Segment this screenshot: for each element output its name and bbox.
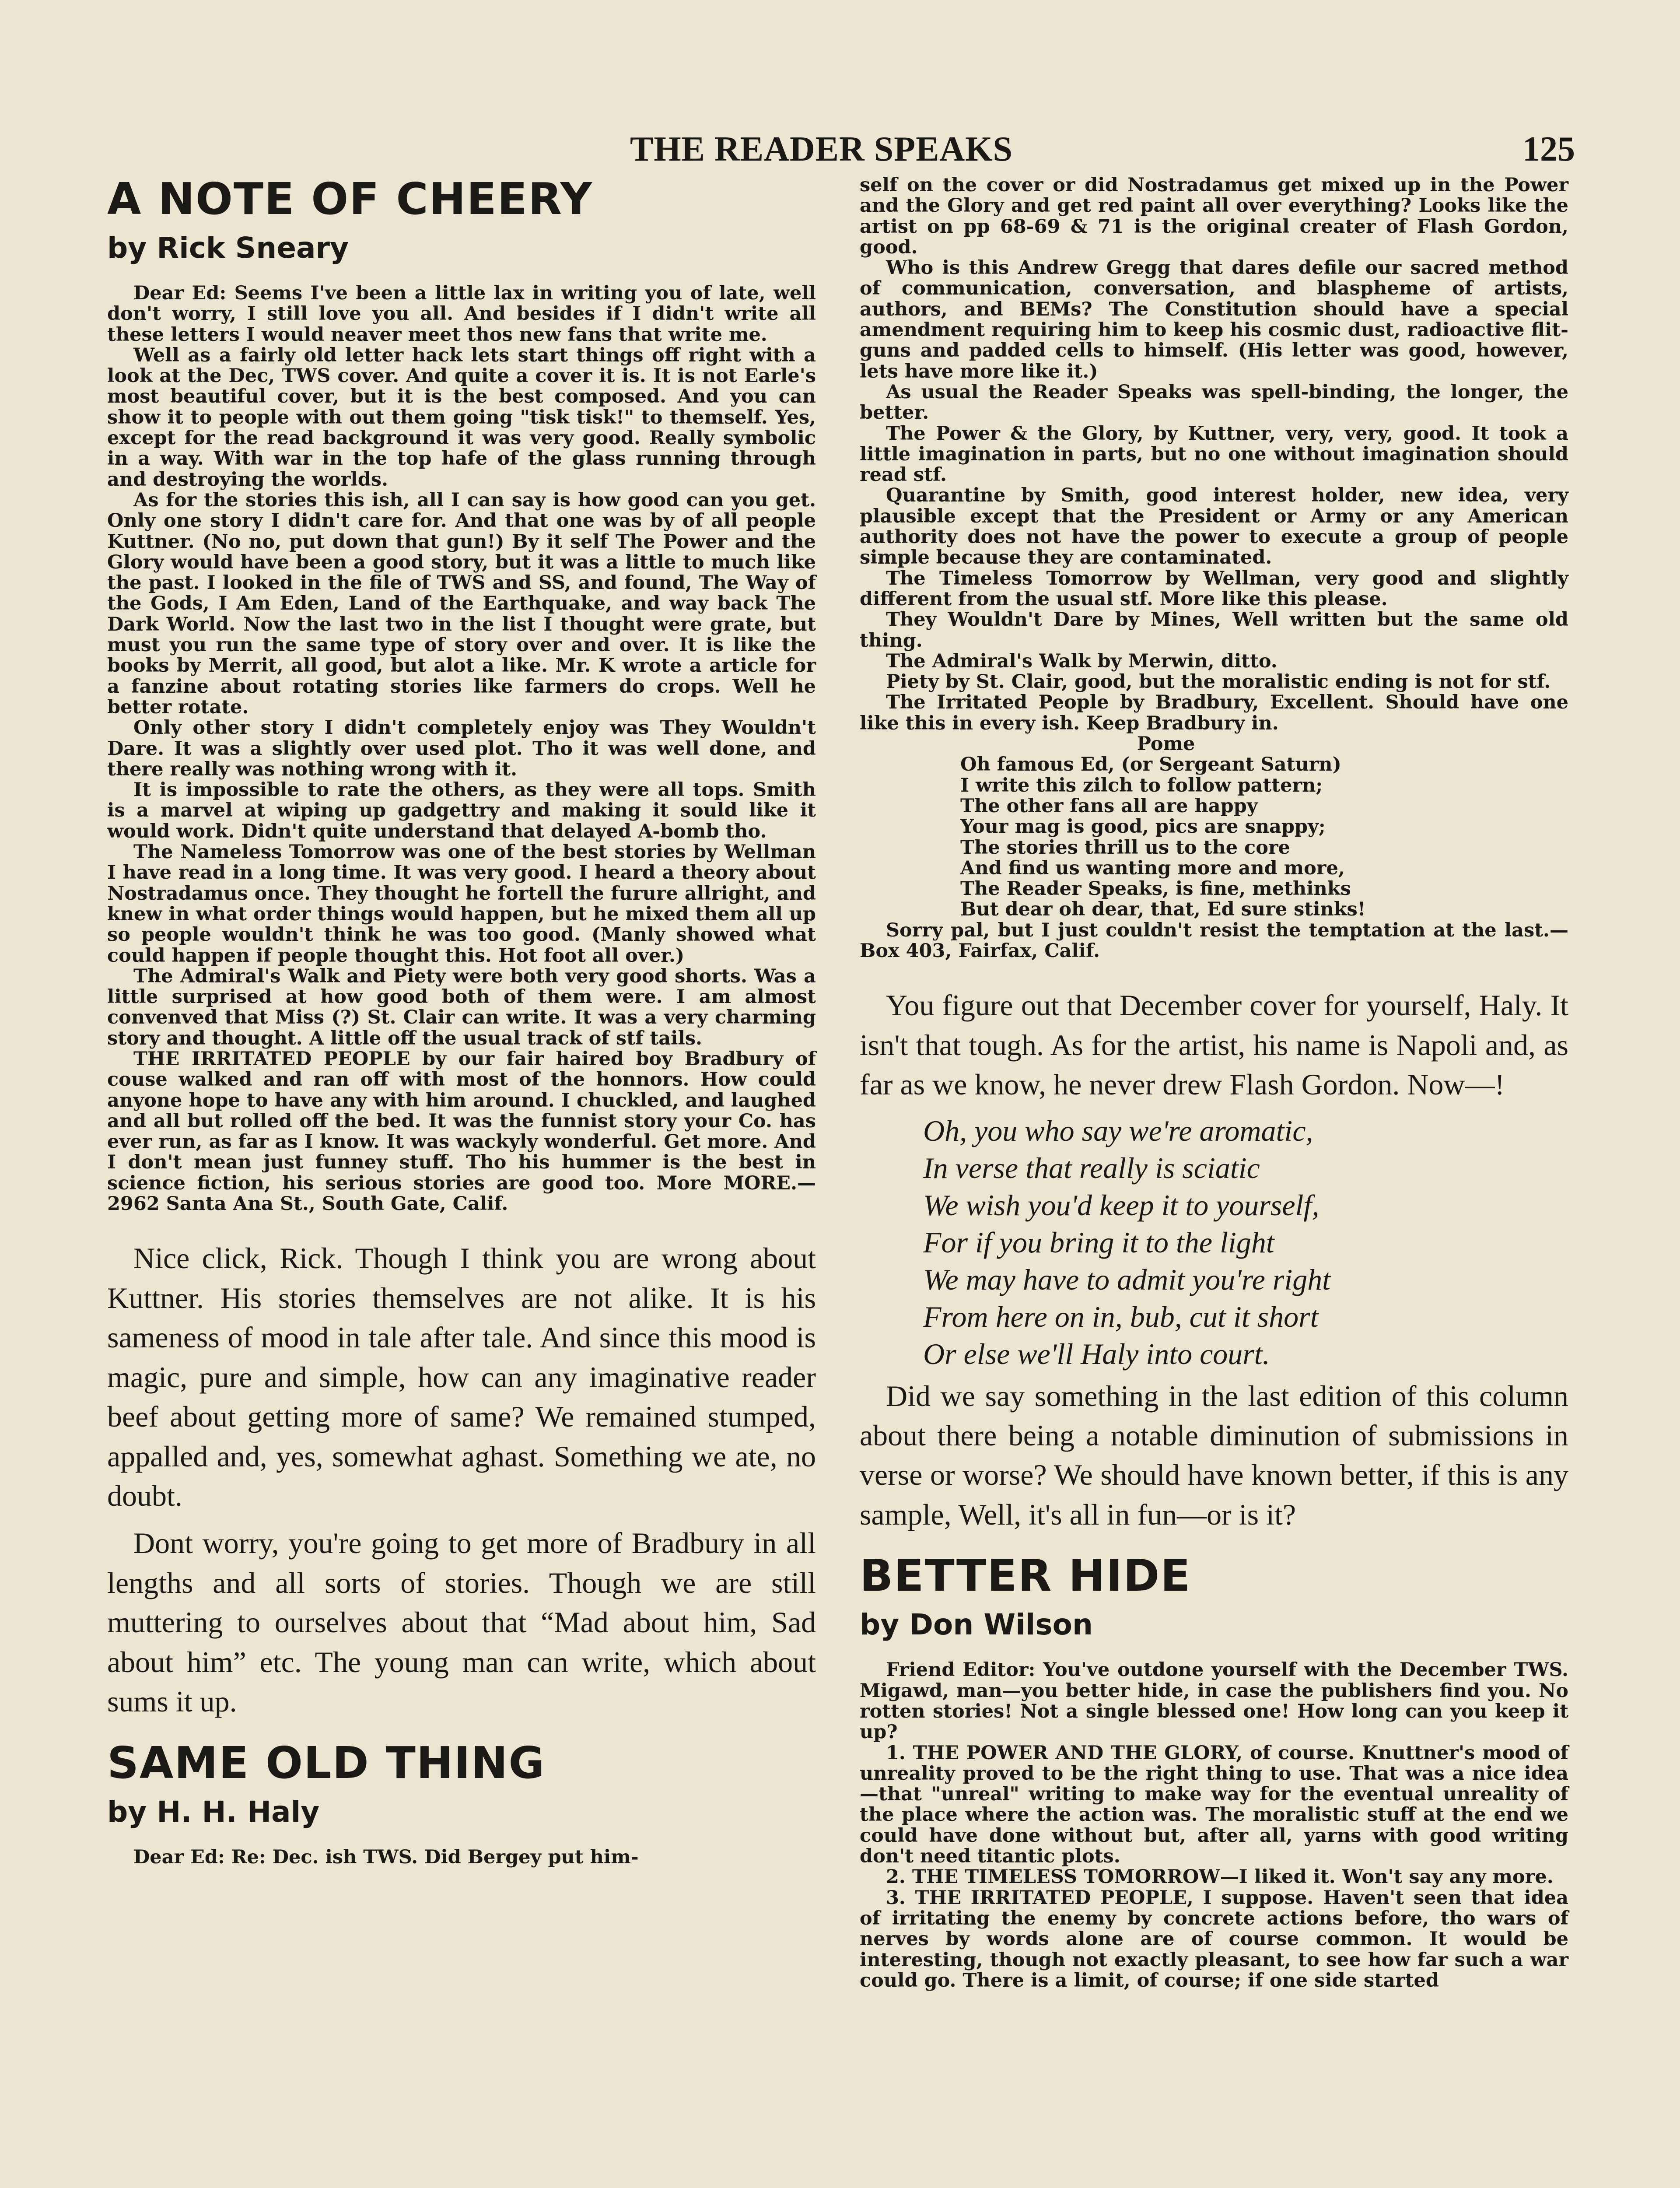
letter-paragraph: The Timeless Tomorrow by Wellman, very good and slightly different from the usual stf. More like this please. [860,567,1568,610]
poem-line: The other fans all are happy [960,795,1258,817]
letter-paragraph: THE IRRITATED PEOPLE by our fair haired boy Bradbury of couse walked and ran off with most of the honnors. How could anyone hope to have any with him around. I chuckled, and laughed and all but rolled off the bed. It was the funnist story your Co. has ever run, as far as I know. It was wackyly wonderful. Get more. And I don't mean just funney stuff. Tho his hummer is the best in science fiction, his serious stories are good too. More MORE.—2962 Santa Ana St., South Gate, Calif. [107,1048,816,1215]
letter-paragraph: The Irritated People by Bradbury, Excellent. Should have one like this in every ish. Keep Bradbury in. [860,691,1568,734]
poem-title: Pome [1137,733,1195,755]
verse-line: In verse that really is sciatic [923,1151,1260,1185]
letter-paragraph: 3. THE IRRITATED PEOPLE, I suppose. Haven't seen that idea of irritating the enemy by concrete actions before, tho wars of nerves by words alone are of course common. It would be interesting, though not exactly pleasant, to see how far such a war could go. There is a limit, of course; if one side started [860,1886,1568,1992]
reader-poem [960,734,1568,920]
running-title: THE READER SPEAKS [630,130,1013,168]
letter-paragraph: 1. THE POWER AND THE GLORY, of course. Knuttner's mood of unreality proved to be the right thing to use. That was a nice idea—that "unreal" writing to make way for the eventual unreality of the place where the action was. The moralistic stuff at the end we could have done without but, after all, yarns with good writing don't need titantic plots. [860,1742,1568,1868]
poem-line: Your mag is good, pics are snappy; [960,816,1326,838]
letter-byline: by H. H. Haly [107,1795,320,1829]
left-column [107,175,816,1868]
reply-paragraph: Dont worry, you're going to get more of Bradbury in all lengths and all sorts of stories. Though we are still muttering to ourselves about that “Mad about him, Sad about him” etc. The young man can write, which about sums it up. [107,1526,816,1718]
page-number: 125 [1522,130,1575,168]
letter-heading: BETTER HIDE [860,1550,1191,1602]
letter-paragraph: Well as a fairly old letter hack lets start things off right with a look at the Dec, TWS cover. And quite a cover it is. It is not Earle's most beautiful cover, but it is the best composed. And you can show it to people with out them going "tisk tisk!" to themself. Yes, except for the read background it was very good. Really symbolic in a way. With war in the top hafe of the glass running through and destroying the worlds. [107,344,816,491]
letter-paragraph: The Nameless Tomorrow was one of the best stories by Wellman I have read in a long time. It was very good. I heard a theory about Nostradamus once. They thought he fortell the furure allright, and knew in what order things would happen, but he mixed them all up so people wouldn't think he was too good. (Manly showed what could happen if people thought this. Hot foot all over.) [107,841,816,967]
poem-line: The Reader Speaks, is fine, methinks [960,878,1351,900]
letter-heading: SAME OLD THING [107,1737,546,1788]
poem-line: And find us wanting more and more, [960,857,1345,879]
letter-paragraph: The Power & the Glory, by Kuttner, very, very, good. It took a little imagination in parts, but no one without imagination should read stf. [860,422,1568,486]
reply-paragraph: Did we say something in the last edition of this column about there being a notable diminution of submissions in verse or worse? We should have known better, if this is any sample, Well, it's all in fun—or is it? [860,1379,1568,1531]
right-column [860,175,1568,1991]
poem-line: I write this zilch to follow pattern; [960,774,1323,796]
reply-paragraph: You figure out that December cover for yourself, Haly. It isn't that tough. As for the artist, his name is Napoli and, as far as we know, he never drew Flash Gordon. Now—! [860,989,1568,1101]
letter-paragraph: Piety by St. Clair, good, but the moralistic ending is not for stf. [886,671,1551,693]
letter-body [107,1847,816,1868]
letter-byline: by Rick Sneary [107,231,349,265]
letter-paragraph: Dear Ed: Re: Dec. ish TWS. Did Bergey put him- [133,1846,639,1868]
letter-paragraph: They Wouldn't Dare by Mines, Well written but the same old thing. [860,609,1568,652]
editor-verse [923,1112,1568,1373]
letter-paragraph: It is impossible to rate the others, as they were all tops. Smith is a marvel at wiping up gadgettry and making it sould like it would work. Didn't quite understand that delayed A-bomb tho. [107,779,816,842]
editor-reply [107,1238,816,1721]
verse-line: Or else we'll Haly into court. [923,1337,1270,1371]
letter-paragraph: 2. THE TIMELESS TOMORROW—I liked it. Won't say any more. [886,1866,1554,1888]
letter-paragraph: Sorry pal, but I just couldn't resist the temptation at the last.—Box 403, Fairfax, Calif. [860,919,1568,962]
letter-body [860,175,1568,961]
verse-line: Oh, you who say we're aromatic, [923,1114,1313,1147]
letter-paragraph: As for the stories this ish, all I can say is how good can you get. Only one story I didn't care for. And that one was by of all people Kuttner. (No no, put down that gun!) By it self The Power and the Glory would have been a good story, but it was a little to much like the past. I looked in the file of TWS and SS, and found, The Way of the Gods, I Am Eden, Land of the Earthquake, and way back The Dark World. Now the last two in the list I thought were grate, but must you run the same type of story over and over. It is like the books by Merrit, all good, but alot a like. Mr. K wrote a article for a fanzine about rotating stories like farmers do crops. Well he better rotate. [107,489,816,718]
letter-paragraph: self on the cover or did Nostradamus get mixed up in the Power and the Glory and get red paint all over everything? Looks like the artist on pp 68-69 & 71 is the original creater of Flash Gordon, good. [860,174,1568,258]
letter-body [107,283,816,1214]
verse-line: From here on in, bub, cut it short [923,1300,1319,1333]
letter-paragraph: Quarantine by Smith, good interest holder, new idea, very plausible except that the President or Army or any American authority does not have the power to execute a group of people simple because they are contaminated. [860,484,1568,569]
letter-paragraph: Who is this Andrew Gregg that dares defile our sacred method of communication, conversation, and blaspheme of artists, authors, and BEMs? The Constitution should have a special amendment requiring him to keep his cosmic dust, radioactive flit-guns and padded cells to himself. (His letter was good, however, lets have more like it.) [860,257,1568,382]
verse-line: We may have to admit you're right [923,1262,1331,1296]
letter-paragraph: The Admiral's Walk and Piety were both very good shorts. Was a little surprised at how good both of them were. I am almost convenved that Miss (?) St. Clair can write. It was a very charming story and thought. A little off the usual track of stf tails. [107,965,816,1049]
letter-heading: A NOTE OF CHEERY [107,173,593,224]
letter-paragraph: Friend Editor: You've outdone yourself with the December TWS. Migawd, man—you better hide, in case the publishers find you. No rotten stories! Not a single blessed one! How long can you keep it up? [860,1659,1568,1743]
verse-line: We wish you'd keep it to yourself, [923,1188,1320,1222]
editor-reply [860,985,1568,1534]
poem-line: Oh famous Ed, (or Sergeant Saturn) [960,754,1341,776]
reply-paragraph: Nice click, Rick. Though I think you are wrong about Kuttner. His stories themselves are not alike. It is his sameness of mood in tale after tale. And since this mood is magic, pure and simple, how can any imaginative reader beef about getting more of same? We remained stumped, appalled and, yes, somewhat aghast. Something we ate, no doubt. [107,1241,816,1512]
poem-line: But dear oh dear, that, Ed sure stinks! [960,898,1366,921]
letter-paragraph: As usual the Reader Speaks was spell-binding, the longer, the better. [860,381,1568,424]
letter-body [860,1660,1568,1991]
letter-byline: by Don Wilson [860,1608,1093,1642]
poem-line: The stories thrill us to the core [960,836,1290,859]
letter-paragraph: The Admiral's Walk by Merwin, ditto. [886,650,1278,672]
letter-paragraph: Dear Ed: Seems I've been a little lax in writing you of late, well don't worry, I still love you all. And besides if I didn't write all these letters I would neaver meet thos new fans that write me. [107,282,816,346]
letter-paragraph: Only other story I didn't completely enjoy was They Wouldn't Dare. It was a slightly over used plot. Tho it was well done, and there really was nothing wrong with it. [107,717,816,780]
page-header [612,130,1575,178]
verse-line: For if you bring it to the light [923,1225,1274,1259]
